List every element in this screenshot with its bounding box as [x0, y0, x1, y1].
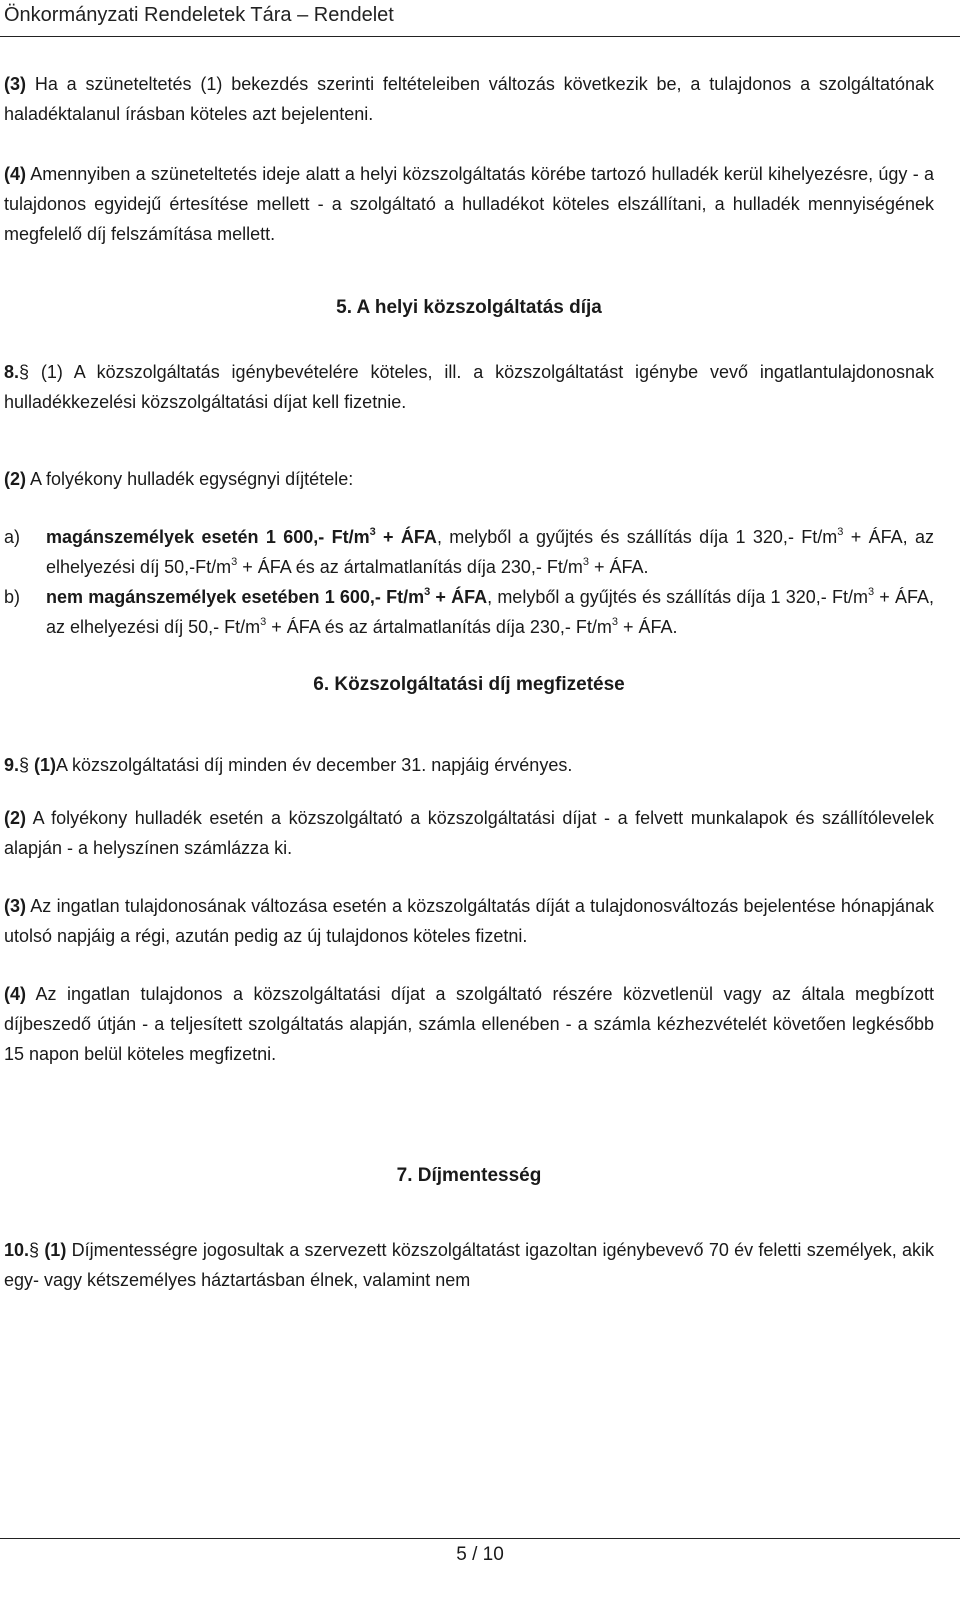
page-number: 5 / 10	[456, 1544, 504, 1565]
section-heading-6: 6. Közszolgáltatási díj megfizetése	[313, 674, 625, 695]
paragraph-number: (1)	[29, 362, 63, 382]
footer-divider	[0, 1538, 960, 1539]
paragraph-text: A közszolgáltatás igénybevételére köteles, ill. a közszolgáltatást igénybe vevő ingatlantulajdonosnak hulladékkezelési közszolgáltatási díjat kell fizetnie.	[4, 362, 934, 412]
paragraph-text: Az ingatlan tulajdonosának változása esetén a közszolgáltatás díját a tulajdonosváltozás bejelentése hónapjának utolsó napjáig a régi, azután pedig az új tulajdonos köteles fizetni.	[4, 896, 934, 946]
section-sign: §	[19, 755, 30, 775]
section-10-paragraph-1	[4, 1235, 934, 1295]
document-body	[4, 69, 934, 1295]
section-sign: §	[19, 362, 30, 382]
list-item-b	[4, 582, 934, 642]
paragraph-text: Az ingatlan tulajdonos a közszolgáltatási díjat a szolgáltató részére közvetlenül vagy az általa megbízott díjbeszedő útján - a teljesített szolgáltatás alapján, számla ellenében - a számla kézhezvételét követően legkésőbb 15 napon belül köteles megfizetni.	[4, 984, 934, 1064]
page-header	[0, 0, 960, 37]
section-9-paragraph-1	[4, 750, 934, 780]
paragraph-number: (3)	[4, 74, 26, 94]
section-8-paragraph-2	[4, 464, 934, 494]
fee-list	[4, 522, 934, 642]
section-heading-7: 7. Díjmentesség	[396, 1165, 542, 1186]
paragraph-4	[4, 159, 934, 249]
paragraph-number: (2)	[4, 469, 26, 489]
paragraph-number: (4)	[4, 984, 26, 1004]
section-9-paragraph-2	[4, 803, 934, 863]
paragraph-text: A folyékony hulladék egységnyi díjtétele:	[26, 469, 354, 489]
section-number: 9.	[4, 755, 20, 775]
paragraph-text: A közszolgáltatási díj minden év december 31. napjáig érvényes.	[56, 755, 573, 775]
paragraph-number: (2)	[4, 808, 26, 828]
paragraph-text: Amennyiben a szüneteltetés ideje alatt a helyi közszolgáltatás körébe tartozó hulladék kerül kihelyezésre, úgy - a tulajdonos egyidejű értesítése mellett - a szolgáltató a hulladékot köteles elszállítani, a hulladék mennyiségének megfelelő díj felszámítása mellett.	[4, 164, 934, 244]
list-item-text: magánszemélyek esetén 1 600,- $Ft/m^3$ + ÁFA, melyből a gyűjtés és szállítás díja 1 320,- $Ft/m^3$ + ÁFA, az elhelyezési díj $50,-Ft/m^3$ + ÁFA és az ártalmatlanítás díja 230,- $Ft/m^3$ + ÁFA.	[46, 526, 935, 577]
section-number: 8.	[4, 362, 20, 382]
paragraph-text: A folyékony hulladék esetén a közszolgáltató a közszolgáltatási díjat - a felvett munkalapok és szállítólevelek alapján - a helyszínen számlázza ki.	[4, 808, 934, 858]
list-marker: a)	[4, 527, 21, 547]
list-item-text: nem magánszemélyek esetében 1 600,- $Ft/m^3$ + ÁFA, melyből a gyűjtés és szállítás díja 1 320,- $Ft/m^3$ + ÁFA, az elhelyezési díj 50,- $Ft/m^3$ + ÁFA és az ártalmatlanítás díja 230,- $Ft/m^3$ + ÁFA.	[46, 586, 934, 637]
section-heading-5: 5. A helyi közszolgáltatás díja	[336, 297, 602, 318]
section-9-paragraph-3	[4, 891, 934, 951]
section-8-paragraph-1	[4, 357, 934, 417]
paragraph-3	[4, 69, 934, 129]
paragraph-number: (1)	[39, 1240, 67, 1260]
paragraph-number: (3)	[4, 896, 26, 916]
section-number: 10.	[4, 1240, 30, 1260]
section-9-paragraph-4	[4, 979, 934, 1069]
paragraph-number: (4)	[4, 164, 26, 184]
section-sign: §	[29, 1240, 40, 1260]
paragraph-text: Díjmentességre jogosultak a szervezett közszolgáltatást igazoltan igénybevevő 70 év feletti személyek, akik egy- vagy kétszemélyes háztartásban élnek, valamint nem	[4, 1240, 934, 1290]
header-title: Önkormányzati Rendeletek Tára – Rendelet	[4, 4, 394, 26]
paragraph-text: Ha a szüneteltetés (1) bekezdés szerinti feltételeiben változás következik be, a tulajdonos a szolgáltatónak haladéktalanul írásban köteles azt bejelenteni.	[4, 74, 934, 124]
paragraph-number: (1)	[29, 755, 57, 775]
list-item-a	[4, 522, 934, 582]
list-marker: b)	[4, 587, 21, 607]
